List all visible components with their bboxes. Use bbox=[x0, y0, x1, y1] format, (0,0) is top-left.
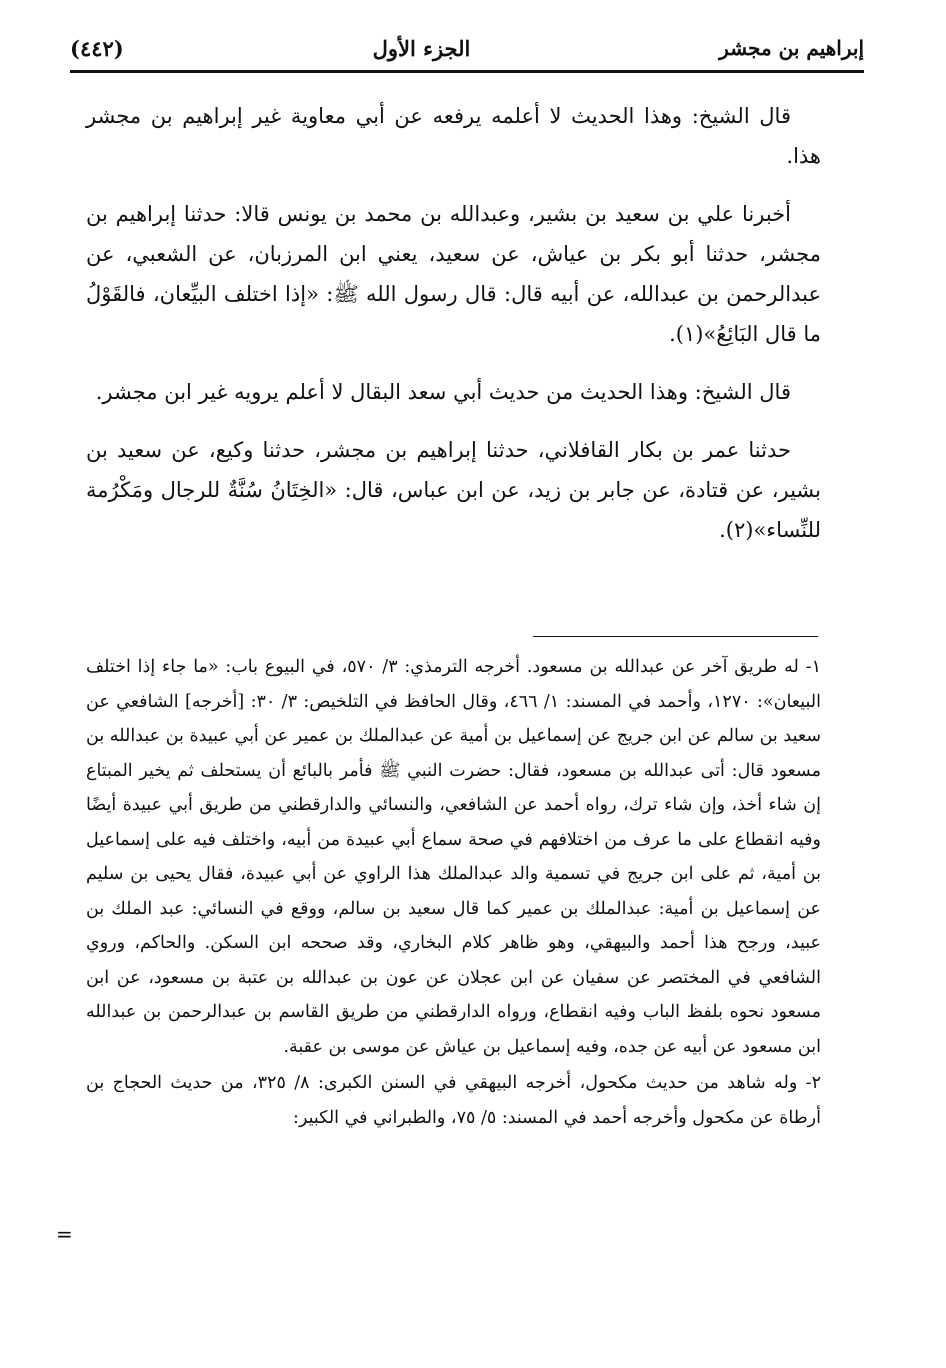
footnote-2: ٢- وله شاهد من حديث مكحول، أخرجه البيهقي في السنن الكبرى: ٨/ ٣٢٥، من حديث الحجاج بن أرطاة عن مكحول وأخرجه أحمد في المسند: ٥/ ٧٥، والطبراني في الكبير: bbox=[86, 1073, 822, 1128]
entry-name: إبراهيم بن مجشر bbox=[719, 36, 864, 60]
page-number: (٤٤٢) bbox=[70, 35, 124, 61]
footnote-separator bbox=[533, 636, 818, 637]
paragraph: حدثنا عمر بن بكار القافلاني، حدثنا إبراهيم بن مجشر، حدثنا وكيع، عن سعيد بن بشير، عن قتادة، عن جابر بن زيد، عن ابن عباس، قال: «الخِتَانُ سُنَّةٌ للرجال ومَكْرُمة للنِّساء»(٢). bbox=[86, 438, 821, 542]
paragraph: أخبرنا علي بن سعيد بن بشير، وعبدالله بن محمد بن يونس قالا: حدثنا إبراهيم بن مجشر، حدثنا أبو بكر بن عياش، عن سعيد، يعني ابن المرزبان، عن الشعبي، عن عبدالرحمن بن عبدالله، عن أبيه قال: قال رسول الله ﷺ: «إذا اختلف البيِّعان، فالقَوْلُ ما قال البَائِعُ»(١). bbox=[86, 202, 821, 346]
footnote-1: ١- له طريق آخر عن عبدالله بن مسعود. أخرجه الترمذي: ٣/ ٥٧٠، في البيوع باب: «ما جاء إذا اختلف البيعان»: ١٢٧٠، وأحمد في المسند: ١/ ٤٦٦، وقال الحافظ في التلخيص: ٣/ ٣٠: [أخرجه] الشافعي عن سعيد بن سالم عن ابن جريج عن إسماعيل بن أمية عن عبدالملك بن عمير عن أبي عبيدة بن عبدالله بن مسعود قال: أتى عبدالله بن مسعود، فقال: حضرت النبي ﷺ فأمر بالبائع أن يستحلف ثم يخير المبتاع إن شاء أخذ، وإن شاء ترك، رواه أحمد عن الشافعي، والنسائي والدارقطني من طريق أبي عبيدة أيضًا وفيه انقطاع على ما عرف من اختلافهم في صحة سماع أبي عبيدة من أبيه، واختلف فيه على إسماعيل بن أمية، ثم على ابن جريج في تسمية والد عبدالملك هذا الراوي عن أبي عبيدة، فقال يحيى بن سليم عن إسماعيل بن أمية: عبدالملك بن عمير كما قال سعيد بن سالم، ووقع في النسائي: عبد الملك بن عبيد، ورجح هذا أحمد والبيهقي، وهو ظاهر كلام البخاري، وقد صححه ابن السكن. والحاكم، وروي الشافعي في المختصر عن سفيان عن ابن عجلان عن عون بن عبدالله بن عتبة بن مسعود، عن ابن مسعود نحوه بلفظ الباب وفيه انقطاع، ورواه الدارقطني من طريق القاسم بن عبدالرحمن بن عبدالله ابن مسعود عن أبيه عن جده، وفيه إسماعيل بن عياش عن موسى بن عقبة. bbox=[86, 657, 821, 1057]
footnotes bbox=[86, 650, 821, 1137]
paragraph: قال الشيخ: وهذا الحديث لا أعلمه يرفعه عن أبي معاوية غير إبراهيم بن مجشر هذا. bbox=[86, 104, 821, 168]
header-rule bbox=[70, 70, 864, 73]
paragraph: قال الشيخ: وهذا الحديث من حديث أبي سعد البقال لا أعلم يرويه غير ابن مجشر. bbox=[95, 380, 791, 404]
running-header bbox=[70, 28, 864, 68]
continuation-mark: = bbox=[56, 1222, 73, 1246]
main-text bbox=[86, 96, 821, 568]
part-title: الجزء الأول bbox=[372, 35, 471, 61]
